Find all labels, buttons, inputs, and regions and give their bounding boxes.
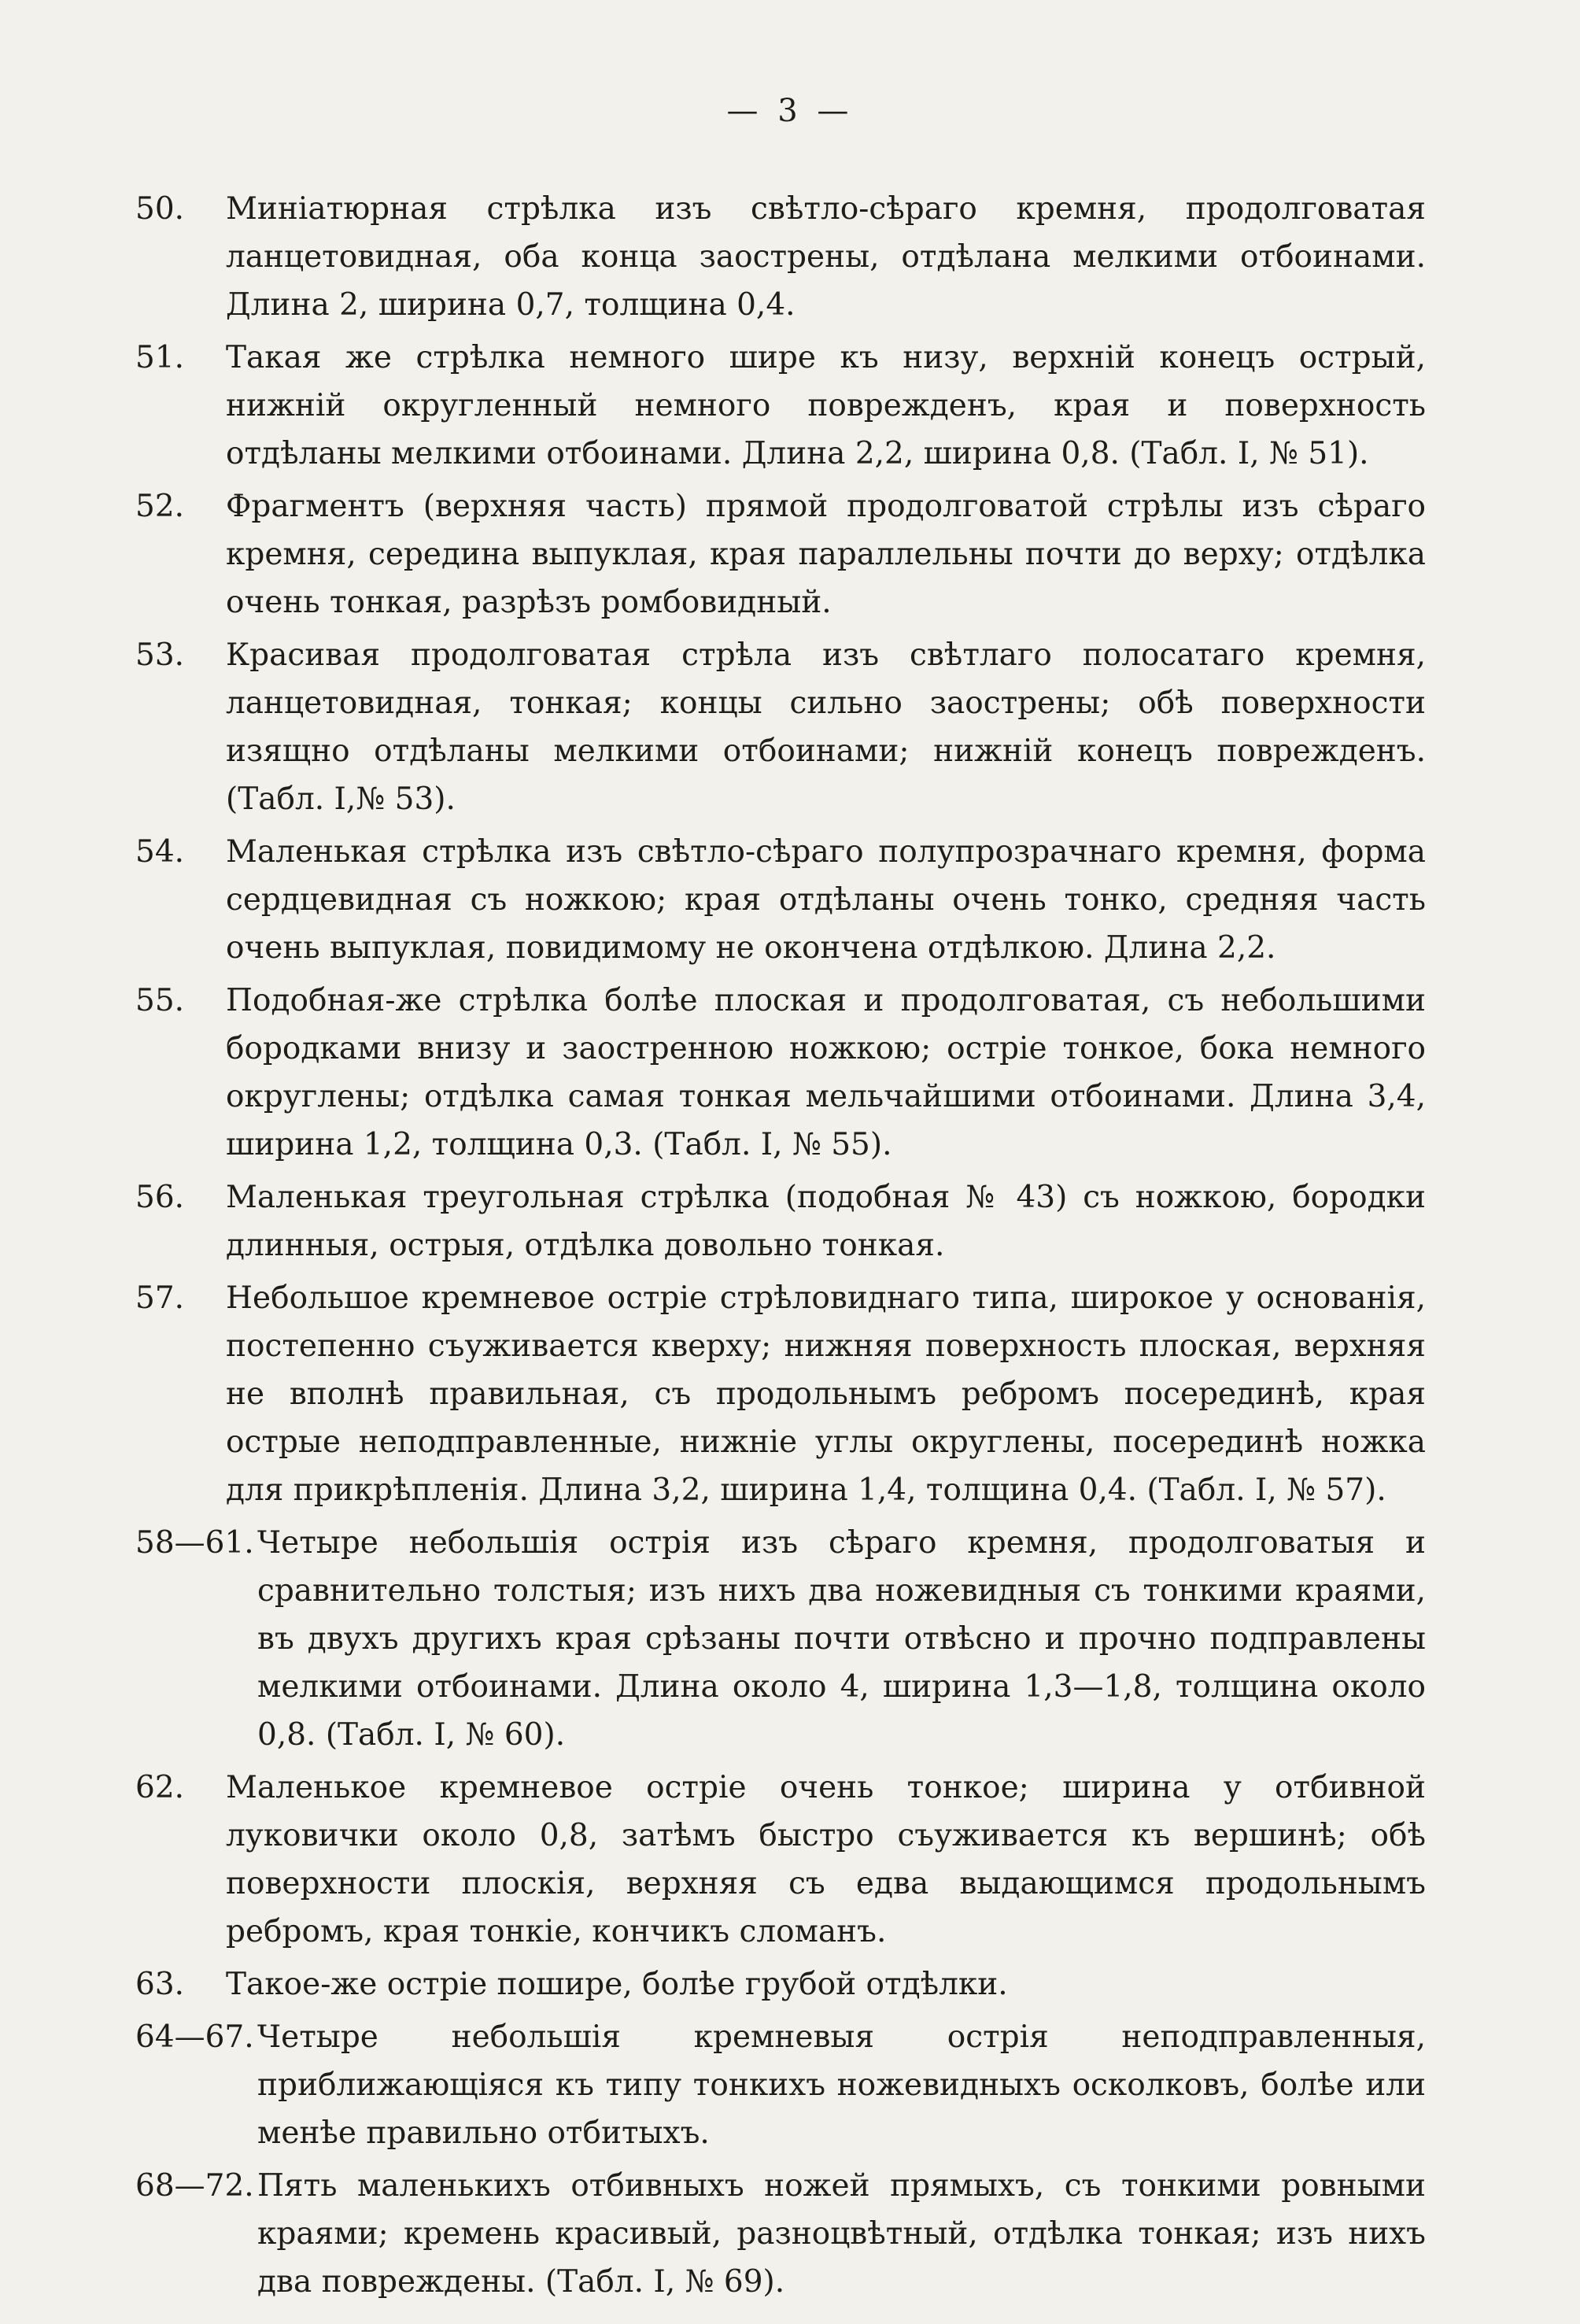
catalog-entry	[135, 977, 1426, 1169]
entry-number: 57.	[135, 1280, 185, 1316]
catalog-entry	[135, 2013, 1426, 2157]
entry-text: Маленькая стрѣлка изъ свѣтло-сѣраго полупрозрачнаго кремня, форма сердцевидная съ ножкою; края отдѣланы очень тонко, средняя часть очень выпуклая, повидимому не окончена отдѣлкою. Длина 2,2.	[226, 834, 1426, 966]
entry-number: 52.	[135, 489, 185, 524]
catalog-entry	[135, 2162, 1426, 2306]
catalog-entry	[135, 631, 1426, 823]
entry-number: 51.	[135, 340, 185, 375]
entry-number: 58—61.	[135, 1525, 254, 1561]
entry-number: 53.	[135, 637, 185, 673]
entry-text: Миніатюрная стрѣлка изъ свѣтло-сѣраго кремня, продолговатая ланцетовидная, оба конца заострены, отдѣлана мелкими отбоинами. Длина 2, ширина 0,7, толщина 0,4.	[226, 191, 1426, 323]
entry-text: Такая же стрѣлка немного шире къ низу, верхній конецъ острый, нижній округленный немного поврежденъ, края и поверхность отдѣланы мелкими отбоинами. Длина 2,2, ширина 0,8. (Табл. I, № 51).	[226, 340, 1426, 471]
entry-text: Четыре небольшiя острiя изъ сѣраго кремня, продолговатыя и сравнительно толстыя; изъ нихъ два ножевидныя съ тонкими краями, въ двухъ другихъ края срѣзаны почти отвѣсно и прочно подправлены мелкими отбоинами. Длина около 4, ширина 1,3—1,8, толщина около 0,8. (Табл. I, № 60).	[257, 1525, 1426, 1753]
entry-text: Небольшое кремневое острiе стрѣловиднаго типа, широкое у основанiя, постепенно съуживается кверху; нижняя поверхность плоская, верхняя не вполнѣ правильная, съ продольнымъ ребромъ посерединѣ, края острые неподправленные, нижнiе углы округлены, посерединѣ ножка для прикрѣпленiя. Длина 3,2, ширина 1,4, толщина 0,4. (Табл. I, № 57).	[226, 1280, 1426, 1508]
entry-text: Маленькое кремневое острiе очень тонкое; ширина у отбивной луковички около 0,8, затѣмъ быстро съуживается къ вершинѣ; обѣ поверхности плоскiя, верхняя съ едва выдающимся продольнымъ ребромъ, края тонкiе, кончикъ сломанъ.	[226, 1770, 1426, 1949]
entry-number: 62.	[135, 1770, 185, 1805]
catalog-entries	[135, 185, 1426, 2311]
entry-text: Подобная-же стрѣлка болѣе плоская и продолговатая, съ небольшими бородками внизу и заостренною ножкою; острiе тонкое, бока немного округлены; отдѣлка самая тонкая мельчайшими отбоинами. Длина 3,4, ширина 1,2, толщина 0,3. (Табл. I, № 55).	[226, 983, 1426, 1162]
catalog-entry	[135, 185, 1426, 329]
entry-text: Четыре небольшiя кремневыя острiя неподправленныя, приближающiяся къ типу тонкихъ ножевидныхъ осколковъ, болѣе или менѣе правильно отбитыхъ.	[257, 2019, 1426, 2151]
catalog-entry	[135, 1519, 1426, 1759]
entry-text: Пять маленькихъ отбивныхъ ножей прямыхъ, съ тонкими ровными краями; кремень красивый, разноцвѣтный, отдѣлка тонкая; изъ нихъ два повреждены. (Табл. I, № 69).	[257, 2168, 1426, 2300]
entry-text: Такое-же острiе пошире, болѣе грубой отдѣлки.	[226, 1967, 1008, 2002]
entry-text: Фрагментъ (верхняя часть) прямой продолговатой стрѣлы изъ сѣраго кремня, середина выпуклая, края параллельны почти до верху; отдѣлка очень тонкая, разрѣзъ ромбовидный.	[226, 489, 1426, 620]
catalog-entry	[135, 1274, 1426, 1514]
entry-text: Маленькая треугольная стрѣлка (подобная № 43) съ ножкою, бородки длинныя, острыя, отдѣлка довольно тонкая.	[226, 1180, 1426, 1263]
catalog-entry	[135, 828, 1426, 972]
entry-number: 63.	[135, 1967, 185, 2002]
entry-number: 55.	[135, 983, 185, 1018]
entry-number: 68—72.	[135, 2168, 254, 2204]
catalog-entry	[135, 1173, 1426, 1269]
catalog-entry	[135, 482, 1426, 626]
entry-number: 64—67.	[135, 2019, 254, 2055]
catalog-entry	[135, 1764, 1426, 1956]
catalog-entry	[135, 1960, 1426, 2008]
entry-number: 50.	[135, 191, 185, 227]
entry-number: 54.	[135, 834, 185, 870]
entry-text: Красивая продолговатая стрѣла изъ свѣтлаго полосатаго кремня, ланцетовидная, тонкая; концы сильно заострены; обѣ поверхности изящно отдѣланы мелкими отбоинами; нижній конецъ поврежденъ. (Табл. I,№ 53).	[226, 637, 1426, 817]
page-number: — 3 —	[726, 93, 854, 129]
entry-number: 56.	[135, 1180, 185, 1215]
catalog-entry	[135, 334, 1426, 478]
